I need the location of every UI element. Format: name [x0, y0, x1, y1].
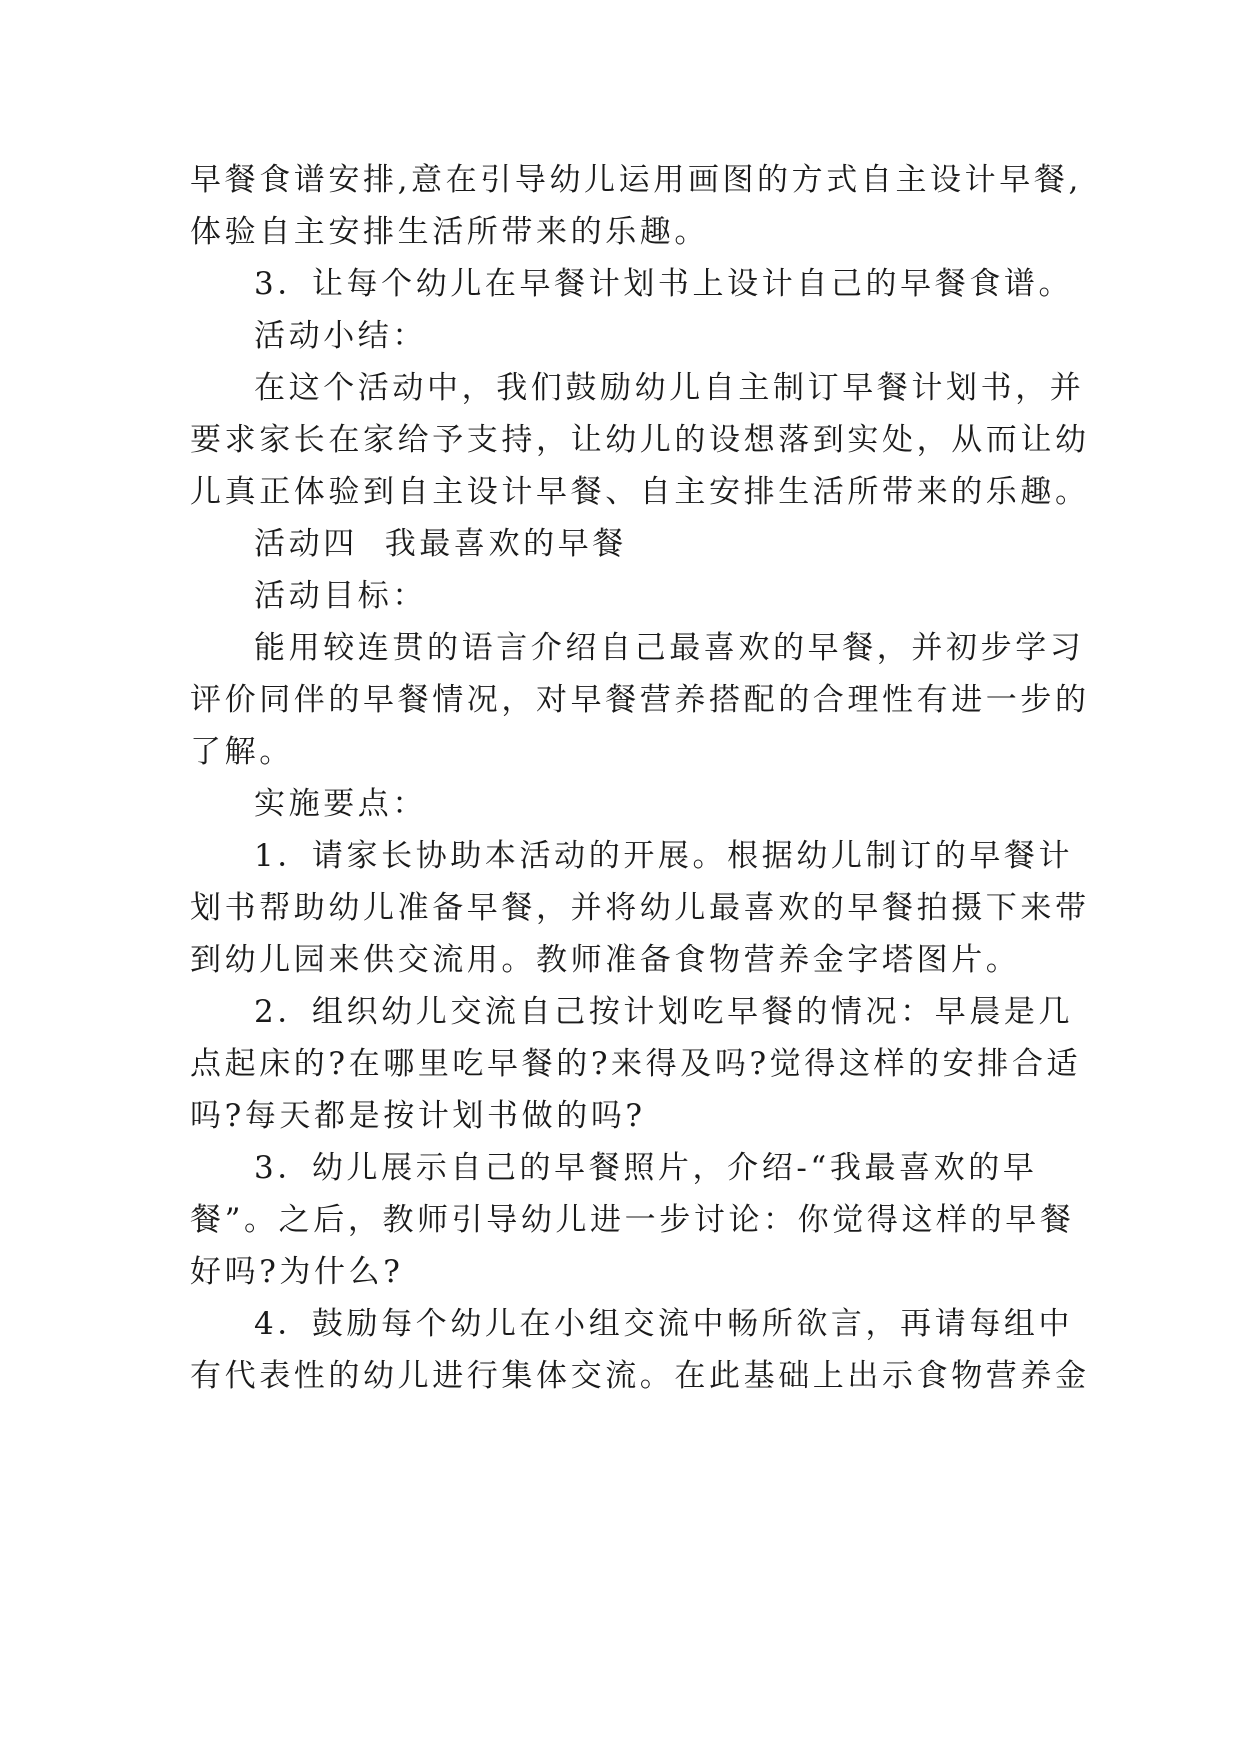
text-line: 体验自主安排生活所带来的乐趣。: [190, 214, 709, 250]
text-line: 有代表性的幼儿进行集体交流。在此基础上出示食物营养金: [190, 1358, 1090, 1394]
text-line: 了解。: [190, 734, 294, 770]
text-line: 3．让每个幼儿在早餐计划书上设计自己的早餐食谱。: [254, 266, 1074, 302]
text-line: 划书帮助幼儿准备早餐，并将幼儿最喜欢的早餐拍摄下来带: [190, 890, 1090, 926]
text-line: 3．幼儿展示自己的早餐照片，介绍-“我最喜欢的早: [254, 1150, 1038, 1186]
text-line: 餐”。之后，教师引导幼儿进一步讨论：你觉得这样的早餐: [190, 1202, 1075, 1238]
section-heading: 实施要点：: [254, 786, 427, 822]
text-line: 吗?每天都是按计划书做的吗?: [190, 1098, 646, 1134]
text-line: 2．组织幼儿交流自己按计划吃早餐的情况：早晨是几: [254, 994, 1074, 1030]
section-heading: 活动小结：: [254, 318, 427, 354]
text-line: 早餐食谱安排,意在引导幼儿运用画图的方式自主设计早餐,: [190, 162, 1082, 198]
section-heading: 活动目标：: [254, 578, 427, 614]
text-line: 4．鼓励每个幼儿在小组交流中畅所欲言，再请每组中: [254, 1306, 1074, 1342]
text-line: 评价同伴的早餐情况，对早餐营养搭配的合理性有进一步的: [190, 682, 1090, 718]
text-line: 能用较连贯的语言介绍自己最喜欢的早餐，并初步学习: [254, 630, 1085, 666]
text-line: 1．请家长协助本活动的开展。根据幼儿制订的早餐计: [254, 838, 1074, 874]
text-line: 好吗?为什么?: [190, 1254, 404, 1290]
text-line: 要求家长在家给予支持，让幼儿的设想落到实处，从而让幼: [190, 422, 1090, 458]
activity-title: 活动四 我最喜欢的早餐: [254, 526, 627, 562]
text-line: 儿真正体验到自主设计早餐、自主安排生活所带来的乐趣。: [190, 474, 1090, 510]
text-line: 在这个活动中，我们鼓励幼儿自主制订早餐计划书，并: [254, 370, 1085, 406]
text-line: 到幼儿园来供交流用。教师准备食物营养金字塔图片。: [190, 942, 1021, 978]
text-line: 点起床的?在哪里吃早餐的?来得及吗?觉得这样的安排合适: [190, 1046, 1082, 1082]
